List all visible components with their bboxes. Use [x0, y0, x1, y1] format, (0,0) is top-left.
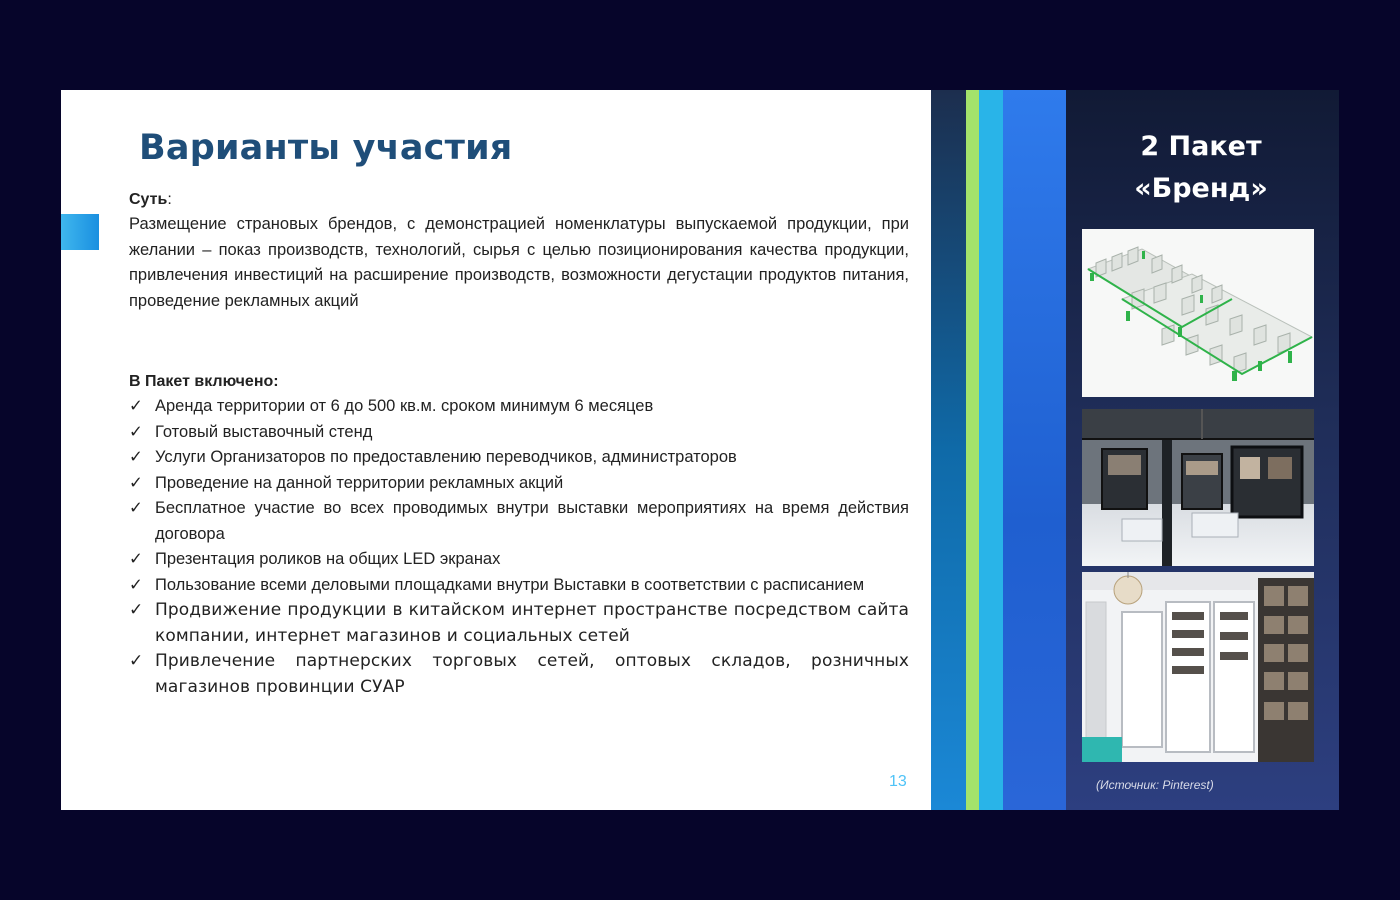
- list-item-text: Услуги Организаторов по предоставлению переводчиков, администраторов: [155, 448, 737, 466]
- image-source-note: (Источник: Pinterest): [1096, 778, 1214, 792]
- showroom-image: [1082, 409, 1314, 566]
- list-item: [129, 547, 909, 573]
- list-item-text: Бесплатное участие во всех проводимых внутри выставки мероприятиях на время действия договора: [155, 499, 909, 543]
- list-item-text: Готовый выставочный стенд: [155, 422, 373, 441]
- essence-label: Суть: [129, 191, 168, 208]
- package-list: [129, 394, 909, 700]
- exhibition-stands-image: [1082, 229, 1314, 397]
- page-number: 13: [889, 773, 907, 790]
- list-item-text: Аренда территории от 6 до 500 кв.м. сроком минимум 6 месяцев: [155, 397, 654, 415]
- stripe-blue: [1003, 90, 1066, 810]
- slide-title: Варианты участия: [139, 128, 513, 168]
- essence-colon: :: [167, 191, 172, 208]
- essence-heading: [129, 188, 909, 212]
- decorative-stripes: [931, 90, 1066, 810]
- list-item: [129, 420, 909, 446]
- list-item-text: Привлечение партнерских торговых сетей, оптовых складов, розничных магазинов провинции СУАР: [155, 651, 909, 697]
- checkmark-icon: ✓: [129, 422, 143, 441]
- list-item-text: Продвижение продукции в китайском интернет пространстве посредством сайта компании, интернет магазинов и социальных сетей: [155, 600, 909, 646]
- list-item-text: Проведение на данной территории рекламных акций: [155, 473, 564, 492]
- package-panel: [1066, 90, 1339, 810]
- checkmark-icon: ✓: [129, 499, 143, 517]
- list-item: [129, 445, 909, 471]
- stripe-navy: [931, 90, 966, 810]
- list-item-text: Пользование всеми деловыми площадками внутри Выставки в соответствии с расписанием: [155, 575, 865, 594]
- list-item: [129, 394, 909, 420]
- checkmark-icon: ✓: [129, 473, 143, 492]
- essence-text: Размещение страновых брендов, с демонстрацией номенклатуры выпускаемой продукции, при желании – показ производств, технологий, сырья с целью позиционирования качества продукции, привлечения инвестиций на расширение производств, возможности дегустации продуктов питания, проведение рекламных акций: [129, 215, 909, 310]
- checkmark-icon: ✓: [129, 575, 143, 594]
- exhibition-render-icon: [1082, 229, 1314, 397]
- list-item: [129, 573, 909, 599]
- list-item: [129, 496, 909, 547]
- checkmark-icon: ✓: [129, 448, 143, 466]
- boutique-image: [1082, 572, 1314, 762]
- checkmark-icon: ✓: [129, 651, 144, 671]
- checkmark-icon: ✓: [129, 600, 144, 620]
- stripe-green: [966, 90, 979, 810]
- list-item: [129, 471, 909, 497]
- showroom-photo-icon: [1082, 409, 1314, 566]
- slide: [61, 90, 1339, 810]
- checkmark-icon: ✓: [129, 397, 143, 415]
- package-title-line1: 2 Пакет: [1140, 131, 1262, 162]
- slide-content: [129, 188, 909, 700]
- accent-tab: [61, 214, 99, 250]
- package-title: [1066, 126, 1336, 210]
- list-item: [129, 598, 909, 649]
- list-item-text: Презентация роликов на общих LED экранах: [155, 550, 501, 568]
- stripe-cyan: [979, 90, 1003, 810]
- checkmark-icon: ✓: [129, 550, 143, 568]
- list-item: [129, 649, 909, 700]
- package-heading: В Пакет включено:: [129, 373, 279, 390]
- package-title-line2: «Бренд»: [1134, 173, 1268, 204]
- boutique-photo-icon: [1082, 572, 1314, 762]
